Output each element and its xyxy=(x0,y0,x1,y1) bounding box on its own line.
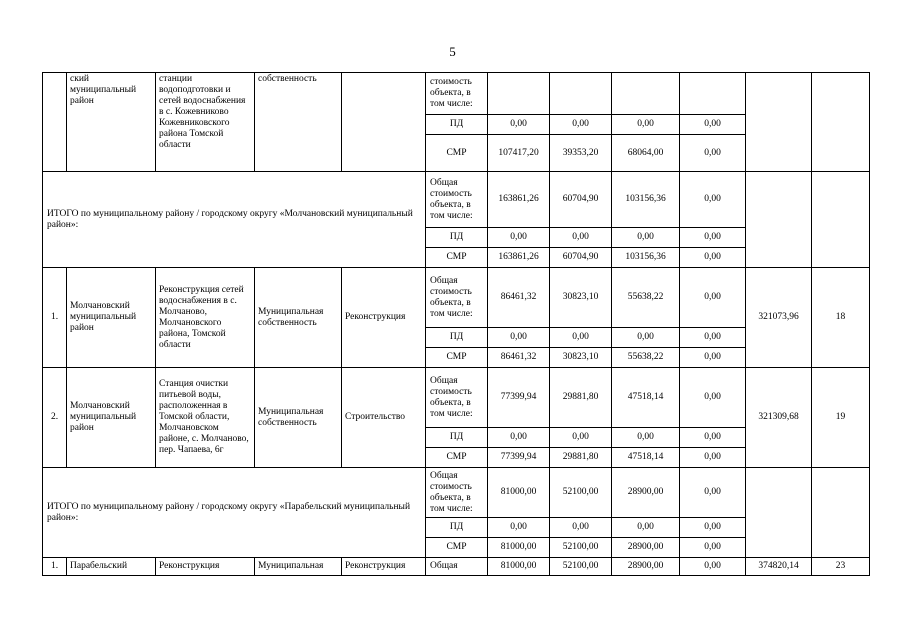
object-cell: Станция очистки питьевой воды, расположенная в Томской области, Молчановском районе, с. Молчаново, пер. Чапаева, 6г xyxy=(156,368,255,468)
cost-label-cell: Общая стоимость объекта, в том числе: xyxy=(426,172,488,228)
value-cell: 28900,00 xyxy=(612,538,680,558)
district-cell: Парабельский xyxy=(67,558,156,576)
value-cell: 0,00 xyxy=(488,328,550,348)
work-type-cell xyxy=(342,73,426,172)
value-cell: 52100,00 xyxy=(550,468,612,518)
value-cell: 47518,14 xyxy=(612,448,680,468)
col10-cell xyxy=(812,468,870,558)
table-row xyxy=(43,73,870,115)
col10-cell: 19 xyxy=(812,368,870,468)
value-cell: 0,00 xyxy=(680,328,746,348)
value-cell xyxy=(550,73,612,115)
cost-label-cell: Общая стоимость объекта, в том числе: xyxy=(426,368,488,428)
pd-label-cell: ПД xyxy=(426,228,488,248)
value-cell: 0,00 xyxy=(680,115,746,135)
col9-cell: 321073,96 xyxy=(746,268,812,368)
row-number-cell: 1. xyxy=(43,268,67,368)
cost-label-cell: Общая xyxy=(426,558,488,576)
value-cell: 0,00 xyxy=(612,518,680,538)
value-cell xyxy=(612,73,680,115)
smr-label-cell: СМР xyxy=(426,135,488,172)
value-cell: 30823,10 xyxy=(550,268,612,328)
table-row xyxy=(43,368,870,428)
value-cell: 55638,22 xyxy=(612,268,680,328)
table-row xyxy=(43,468,870,518)
value-cell: 0,00 xyxy=(680,268,746,328)
object-cell: Реконструкция xyxy=(156,558,255,576)
col9-cell xyxy=(746,468,812,558)
col9-cell xyxy=(746,172,812,268)
value-cell: 60704,90 xyxy=(550,248,612,268)
work-type-cell: Строительство xyxy=(342,368,426,468)
value-cell: 0,00 xyxy=(550,328,612,348)
value-cell: 52100,00 xyxy=(550,558,612,576)
district-cell: Молчановский муниципальный район xyxy=(67,268,156,368)
value-cell: 0,00 xyxy=(488,518,550,538)
value-cell: 0,00 xyxy=(680,518,746,538)
value-cell: 0,00 xyxy=(550,228,612,248)
col10-cell xyxy=(812,73,870,172)
value-cell: 29881,80 xyxy=(550,448,612,468)
cost-label-cell: стоимость объекта, в том числе: xyxy=(426,73,488,115)
value-cell: 0,00 xyxy=(612,428,680,448)
smr-label-cell: СМР xyxy=(426,348,488,368)
value-cell xyxy=(680,73,746,115)
smr-label-cell: СМР xyxy=(426,448,488,468)
smr-label-cell: СМР xyxy=(426,538,488,558)
subtotal-label: ИТОГО по муниципальному району / городскому округу «Парабельский муниципальный район»: xyxy=(43,468,426,558)
value-cell: 81000,00 xyxy=(488,558,550,576)
value-cell: 77399,94 xyxy=(488,448,550,468)
object-cell: Реконструкция сетей водоснабжения в с. Молчаново, Молчановского района, Томской области xyxy=(156,268,255,368)
value-cell: 0,00 xyxy=(680,558,746,576)
row-number-cell xyxy=(43,73,67,172)
cost-label-cell: Общая стоимость объекта, в том числе: xyxy=(426,268,488,328)
value-cell: 28900,00 xyxy=(612,468,680,518)
value-cell: 86461,32 xyxy=(488,348,550,368)
value-cell: 81000,00 xyxy=(488,468,550,518)
value-cell: 0,00 xyxy=(550,115,612,135)
work-type-cell: Реконструкция xyxy=(342,268,426,368)
object-cell: станции водоподготовки и сетей водоснабжения в с. Кожевниково Кожевниковского района Томской области xyxy=(156,73,255,172)
smr-label-cell: СМР xyxy=(426,248,488,268)
ownership-cell: Муниципальная собственность xyxy=(255,268,342,368)
page-number: 5 xyxy=(449,44,456,59)
value-cell: 0,00 xyxy=(612,328,680,348)
value-cell: 52100,00 xyxy=(550,538,612,558)
col10-cell: 18 xyxy=(812,268,870,368)
col10-cell: 23 xyxy=(812,558,870,576)
value-cell: 0,00 xyxy=(612,228,680,248)
col9-cell: 321309,68 xyxy=(746,368,812,468)
subtotal-label: ИТОГО по муниципальному району / городскому округу «Молчановский муниципальный район»: xyxy=(43,172,426,268)
investment-table xyxy=(42,72,870,576)
value-cell: 0,00 xyxy=(680,368,746,428)
pd-label-cell: ПД xyxy=(426,428,488,448)
work-type-cell: Реконструкция xyxy=(342,558,426,576)
value-cell: 107417,20 xyxy=(488,135,550,172)
value-cell: 0,00 xyxy=(488,228,550,248)
pd-label-cell: ПД xyxy=(426,328,488,348)
table-row xyxy=(43,268,870,328)
value-cell: 68064,00 xyxy=(612,135,680,172)
value-cell: 0,00 xyxy=(680,135,746,172)
value-cell: 0,00 xyxy=(550,428,612,448)
district-cell: Молчановский муниципальный район xyxy=(67,368,156,468)
value-cell: 77399,94 xyxy=(488,368,550,428)
row-number-cell: 2. xyxy=(43,368,67,468)
value-cell: 47518,14 xyxy=(612,368,680,428)
value-cell: 39353,20 xyxy=(550,135,612,172)
value-cell: 0,00 xyxy=(550,518,612,538)
ownership-cell: собственность xyxy=(255,73,342,172)
value-cell: 81000,00 xyxy=(488,538,550,558)
table-row xyxy=(43,172,870,228)
pd-label-cell: ПД xyxy=(426,518,488,538)
value-cell xyxy=(488,73,550,115)
value-cell: 28900,00 xyxy=(612,558,680,576)
value-cell: 0,00 xyxy=(680,468,746,518)
ownership-cell: Муниципальная xyxy=(255,558,342,576)
col9-cell xyxy=(746,73,812,172)
value-cell: 86461,32 xyxy=(488,268,550,328)
table-row xyxy=(43,558,870,576)
value-cell: 0,00 xyxy=(680,228,746,248)
value-cell: 0,00 xyxy=(680,172,746,228)
col9-cell: 374820,14 xyxy=(746,558,812,576)
value-cell: 30823,10 xyxy=(550,348,612,368)
value-cell: 0,00 xyxy=(680,448,746,468)
value-cell: 29881,80 xyxy=(550,368,612,428)
value-cell: 55638,22 xyxy=(612,348,680,368)
value-cell: 0,00 xyxy=(680,428,746,448)
value-cell: 103156,36 xyxy=(612,248,680,268)
value-cell: 0,00 xyxy=(680,248,746,268)
value-cell: 0,00 xyxy=(680,538,746,558)
value-cell: 60704,90 xyxy=(550,172,612,228)
value-cell: 163861,26 xyxy=(488,248,550,268)
pd-label-cell: ПД xyxy=(426,115,488,135)
value-cell: 0,00 xyxy=(488,428,550,448)
col10-cell xyxy=(812,172,870,268)
cost-label-cell: Общая стоимость объекта, в том числе: xyxy=(426,468,488,518)
value-cell: 103156,36 xyxy=(612,172,680,228)
ownership-cell: Муниципальная собственность xyxy=(255,368,342,468)
value-cell: 0,00 xyxy=(488,115,550,135)
value-cell: 0,00 xyxy=(680,348,746,368)
row-number-cell: 1. xyxy=(43,558,67,576)
value-cell: 163861,26 xyxy=(488,172,550,228)
value-cell: 0,00 xyxy=(612,115,680,135)
district-cell: ский муниципальный район xyxy=(67,73,156,172)
